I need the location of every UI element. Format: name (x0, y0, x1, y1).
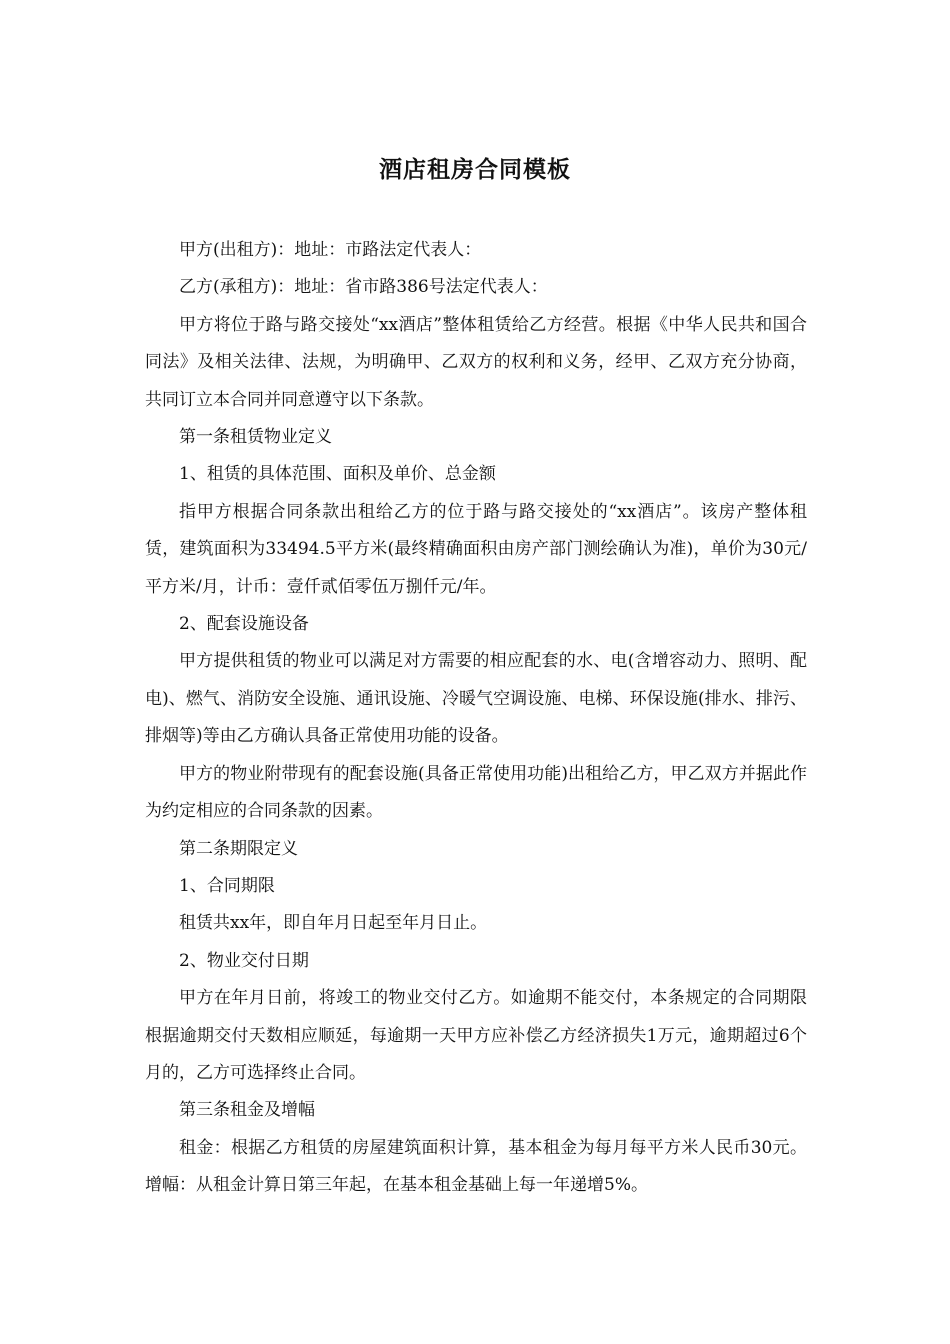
paragraph-party-a: 甲方(出租方)：地址：市路法定代表人： (179, 240, 482, 260)
clause-heading-1-2: 2、配套设施设备 (179, 614, 309, 635)
paragraph-clause-1-1: 指甲方根据合同条款出租给乙方的位于路与路交接处的“xx酒店”。该房产整体租赁，建筑面积为33494.5平方米(最终精确面积由房产部门测绘确认为准)，单价为30元/平方米/月，计币：壹仟贰佰零伍万捌仟元/年。 (145, 501, 807, 597)
paragraph-clause-3: 租金：根据乙方租赁的房屋建筑面积计算，基本租金为每月每平方米人民币30元。增幅：从租金计算日第三年起，在基本租金基础上每一年递增5%。 (145, 1137, 807, 1196)
section-heading-2: 第二条期限定义 (179, 838, 298, 859)
document-title: 酒店租房合同模板 (379, 156, 571, 183)
section-heading-1: 第一条租赁物业定义 (179, 427, 332, 448)
section-heading-3: 第三条租金及增幅 (179, 1100, 315, 1121)
clause-heading-2-2: 2、物业交付日期 (179, 950, 309, 971)
paragraph-party-b: 乙方(承租方)：地址：省市路386号法定代表人： (179, 277, 548, 298)
paragraph-clause-1-2b: 甲方的物业附带现有的配套设施(具备正常使用功能)出租给乙方，甲乙双方并据此作为约定相应的合同条款的因素。 (145, 763, 807, 822)
paragraph-clause-2-2: 甲方在年月日前，将竣工的物业交付乙方。如逾期不能交付，本条规定的合同期限根据逾期交付天数相应顺延，每逾期一天甲方应补偿乙方经济损失1万元，逾期超过6个月的，乙方可选择终止合同。 (145, 988, 807, 1083)
paragraph-preamble: 甲方将位于路与路交接处“xx酒店”整体租赁给乙方经营。根据《中华人民共和国合同法》及相关法律、法规，为明确甲、乙双方的权利和义务，经甲、乙双方充分协商，共同订立本合同并同意遵守以下条款。 (145, 314, 807, 410)
document-body (145, 232, 807, 1205)
paragraph-clause-2-1: 租赁共xx年，即自年月日起至年月日止。 (179, 913, 488, 934)
paragraph-clause-1-2a: 甲方提供租赁的物业可以满足对方需要的相应配套的水、电(含增容动力、照明、配电)、燃气、消防安全设施、通讯设施、冷暖气空调设施、电梯、环保设施(排水、排污、排烟等)等由乙方确认具备正常使用功能的设备。 (145, 651, 807, 747)
clause-heading-1-1: 1、租赁的具体范围、面积及单价、总金额 (179, 464, 496, 485)
clause-heading-2-1: 1、合同期限 (179, 875, 275, 896)
